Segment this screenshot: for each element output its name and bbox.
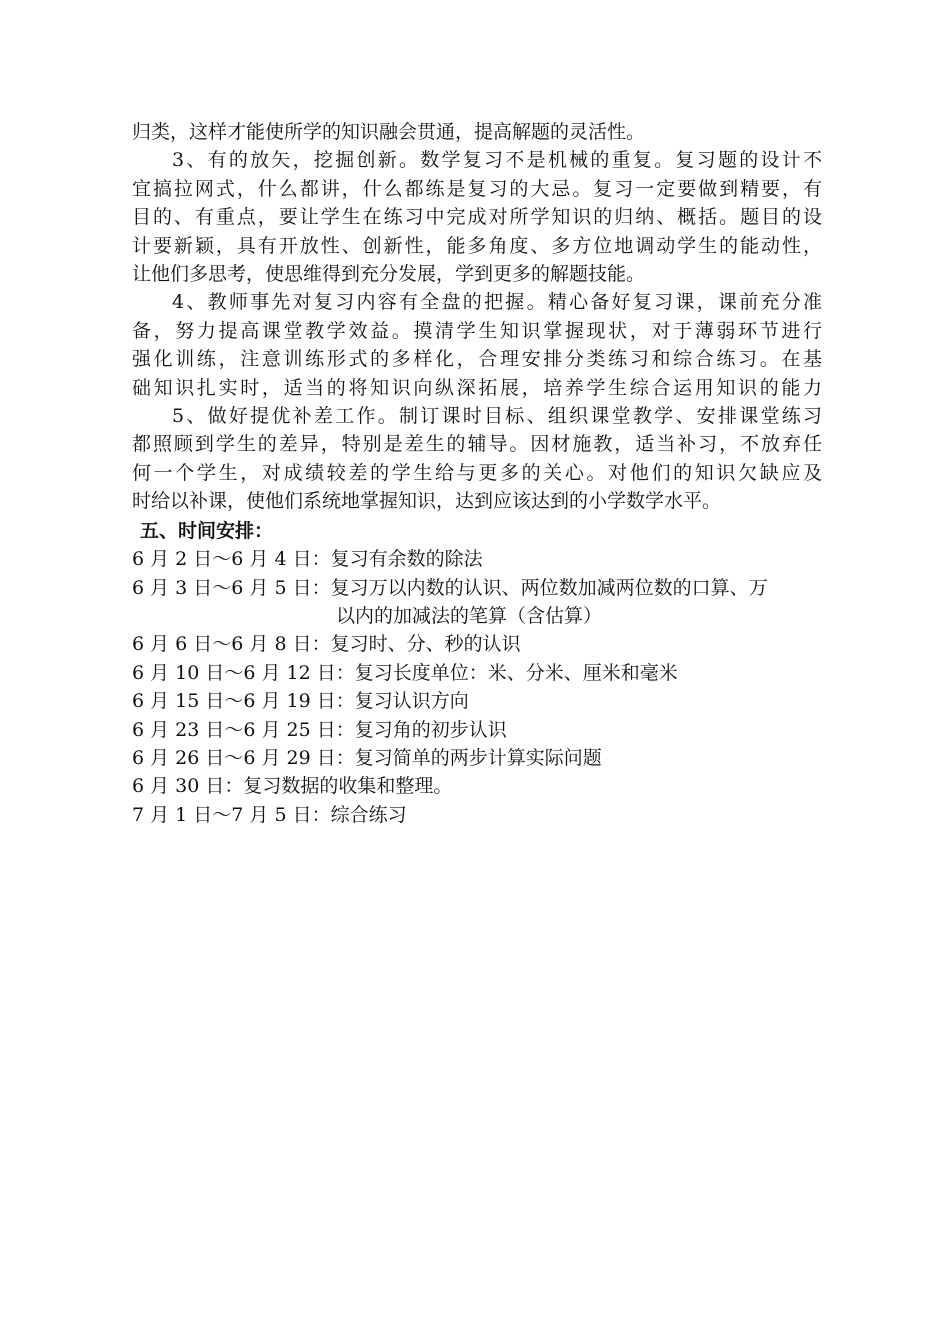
text-line: 5、做好提优补差工作。制订课时目标、组织课堂教学、安排课堂练习	[172, 405, 822, 428]
text-line: 强化训练，注意训练形式的多样化，合理安排分类练习和综合练习。在基	[132, 348, 822, 371]
paragraph-5	[132, 402, 822, 516]
section-heading-schedule: 五、时间安排：	[140, 519, 274, 542]
text-line: 何一个学生，对成绩较差的学生给与更多的关心。对他们的知识欠缺应及	[132, 461, 822, 484]
text-line: 让他们多思考，使思维得到充分发展，学到更多的解题技能。	[132, 263, 646, 286]
document-page	[132, 118, 822, 829]
schedule-item: 6 月 10 日～6 月 12 日：复习长度单位：米、分米、厘米和毫米	[132, 661, 678, 684]
paragraph-3	[132, 146, 822, 288]
text-line: 4、教师事先对复习内容有全盘的把握。精心备好复习课，课前充分准	[172, 291, 822, 314]
schedule-item: 7 月 1 日～7 月 5 日：综合练习	[132, 803, 407, 826]
schedule-item-continuation: 以内的加减法的笔算（含估算）	[336, 604, 603, 627]
schedule-item: 6 月 2 日～6 月 4 日：复习有余数的除法	[132, 548, 483, 571]
schedule-list	[132, 545, 822, 829]
paragraph-4	[132, 288, 822, 402]
schedule-item: 6 月 30 日：复习数据的收集和整理。	[132, 775, 453, 798]
text-line: 都照顾到学生的差异，特别是差生的辅导。因材施教，适当补习，不放弃任	[132, 433, 822, 456]
schedule-item: 6 月 26 日～6 月 29 日：复习简单的两步计算实际问题	[132, 746, 602, 769]
text-line: 础知识扎实时，适当的将知识向纵深拓展，培养学生综合运用知识的能力	[132, 376, 822, 399]
text-line: 3、有的放矢，挖掘创新。数学复习不是机械的重复。复习题的设计不	[172, 149, 822, 172]
schedule-item: 6 月 6 日～6 月 8 日：复习时、分、秒的认识	[132, 633, 521, 656]
text-line: 备，努力提高课堂教学效益。摸清学生知识掌握现状，对于薄弱环节进行	[132, 319, 822, 342]
text-line: 时给以补课，使他们系统地掌握知识，达到应该达到的小学数学水平。	[132, 490, 722, 513]
text-line: 归类，这样才能使所学的知识融会贯通，提高解题的灵活性。	[132, 121, 646, 143]
text-line: 宜搞拉网式，什么都讲，什么都练是复习的大忌。复习一定要做到精要，有	[132, 177, 822, 200]
paragraph-1	[132, 118, 822, 146]
text-line: 计要新颖，具有开放性、创新性，能多角度、多方位地调动学生的能动性，	[132, 234, 822, 257]
text-line: 目的、有重点，要让学生在练习中完成对所学知识的归纳、概括。题目的设	[132, 206, 822, 229]
schedule-item: 6 月 15 日～6 月 19 日：复习认识方向	[132, 690, 469, 713]
schedule-item: 6 月 3 日～6 月 5 日：复习万以内数的认识、两位数加减两位数的口算、万	[132, 576, 768, 599]
schedule-item: 6 月 23 日～6 月 25 日：复习角的初步认识	[132, 718, 507, 741]
